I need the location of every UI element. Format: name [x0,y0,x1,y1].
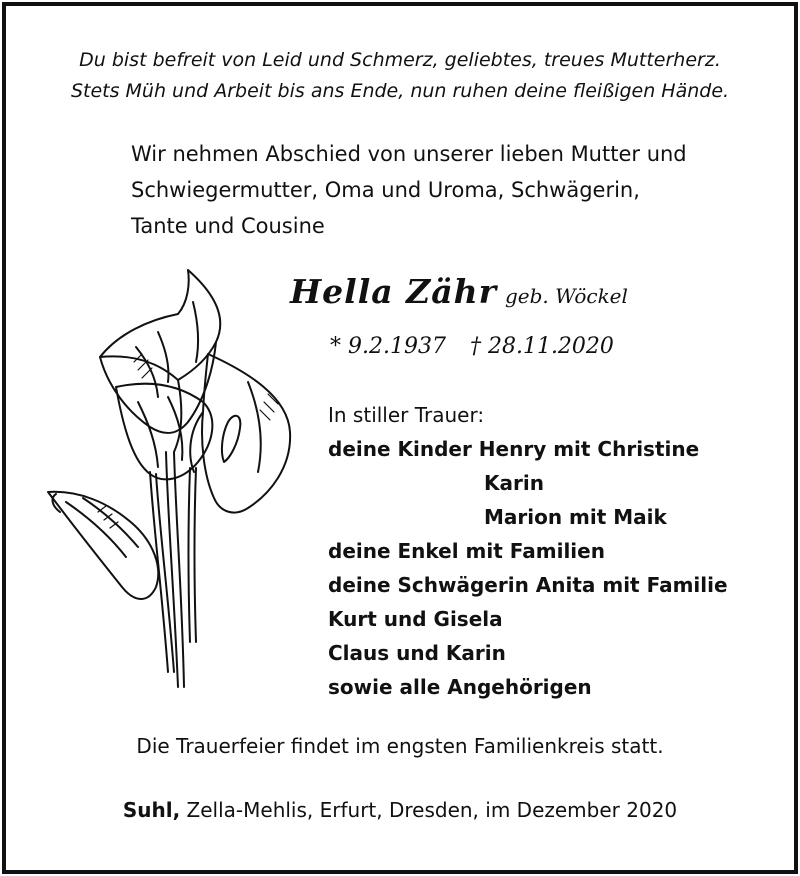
death-date: † 28.11.2020 [469,334,614,359]
mourner-line: Kurt und Gisela [328,607,503,631]
intro-line: Tante und Cousine [131,214,325,238]
mourner-line: Claus und Karin [328,641,506,665]
intro-line: Schwiegermutter, Oma und Uroma, Schwägerin, [131,178,640,202]
place-primary: Suhl, [122,798,181,822]
motto-line: Stets Müh und Arbeit bis ans Ende, nun ruhen deine fleißigen Hände. [70,80,730,102]
mourner-line: deine Enkel mit Familien [328,539,605,563]
places-and-date [0,798,800,822]
mourner-line: deine Schwägerin Anita mit Familie [328,573,728,597]
mourners-heading: In stiller Trauer: [328,403,485,427]
deceased-name-line [290,272,628,311]
mourner-line: sowie alle Angehörigen [328,675,592,699]
intro-line: Wir nehmen Abschied von unserer lieben Mutter und [131,142,687,166]
mourners-list [328,398,728,704]
mourner-line: Marion mit Maik [484,505,667,529]
deceased-name: Hella Zähr [290,272,497,311]
farewell-text [131,136,771,244]
calla-lily-drawing-icon [38,262,308,702]
ceremony-note: Die Trauerfeier findet im engsten Familienkreis statt. [136,734,664,758]
motto-line: Du bist befreit von Leid und Schmerz, geliebtes, treues Mutterherz. [79,49,721,71]
motto-verse [0,45,800,107]
place-others: Zella-Mehlis, Erfurt, Dresden, im Dezember 2020 [180,798,678,822]
birth-date: * 9.2.1937 [330,334,446,359]
mourner-line: deine Kinder Henry mit Christine [328,437,700,461]
mourner-line: Karin [484,471,544,495]
life-dates [330,334,614,359]
birth-name: geb. Wöckel [504,284,628,308]
